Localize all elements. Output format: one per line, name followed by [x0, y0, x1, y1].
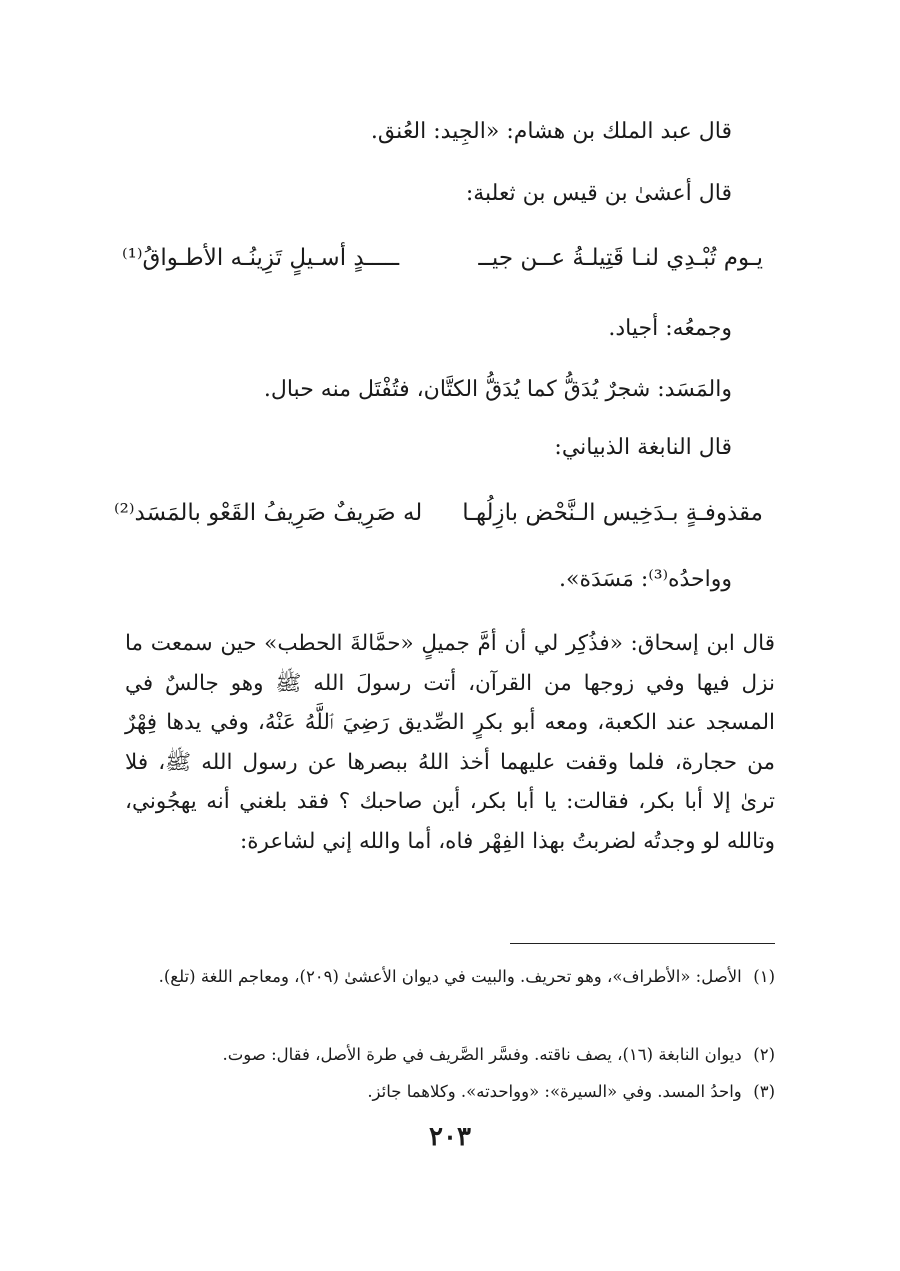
text-line-singular: وواحدُه⁽³⁾: مَسَدَة».: [558, 567, 732, 592]
verse-2-second-hemistich: له صَرِيفٌ صَرِيفُ القَعْو بالمَسَد⁽²⁾: [114, 500, 423, 526]
text-line-nabigha-intro: قال النابغة الذبياني:: [554, 435, 732, 460]
text-line-asha-intro: قال أعشىٰ بن قيس بن ثعلبة:: [465, 181, 732, 206]
footnote-2-text: ديوان النابغة (١٦)، يصف ناقته. وفسَّر الصَّريف في طرة الأصل، فقال: صوت.: [222, 1045, 742, 1064]
footnote-1-text: الأصل: «الأطراف»، وهو تحريف. والبيت في ديوان الأعشىٰ (٢٠٩)، ومعاجم اللغة (تلع).: [158, 967, 742, 986]
footnote-1: [120, 960, 775, 993]
footnote-3-number: (٣): [753, 1082, 775, 1101]
footnote-1-number: (١): [753, 967, 775, 986]
text-line-plural: وجمعُه: أجياد.: [608, 316, 732, 341]
page-number: ٢٠٣: [429, 1122, 471, 1152]
text-line-hisham: قال عبد الملك بن هشام: «الجِيد: العُنق.: [370, 119, 732, 144]
verse-1-second-hemistich: ـــــدٍ أسـيلٍ تَزِينُـه الأطـواقُ⁽¹⁾: [122, 245, 400, 271]
footnote-2: [223, 1038, 775, 1071]
verse-2-first-hemistich: مقذوفـةٍ بـدَخِيس الـنَّحْض بازِلُهـا: [462, 500, 763, 526]
footnote-separator: [510, 943, 775, 944]
footnote-2-number: (٢): [753, 1045, 775, 1064]
verse-1-first-hemistich: يـوم تُبْـدِي لنـا قَتِيلـةُ عــن جيــ: [478, 245, 763, 271]
footnote-3-text: واحدُ المسد. وفي «السيرة»: «وواحدته». وكلاهما جائز.: [367, 1082, 742, 1101]
text-line-masad: والمَسَد: شجرٌ يُدَقُّ كما يُدَقُّ الكتَّان، فتُفْتَل منه حبال.: [263, 377, 732, 402]
body-paragraph-ibn-ishaq: قال ابن إسحاق: «فذُكِر لي أن أمَّ جميلٍ «حمَّالةَ الحطب» حين سمعت ما نزل فيها وفي زوجها من القرآن، أتت رسولَ الله ﷺ وهو جالسٌ في المسجد عند الكعبة، ومعه أبو بكرٍ الصِّديق رَضِيَ ٱللَّهُ عَنْهُ، وفي يدها فِهْرٌ من حجارة، فلما وقفت عليهما أخذ اللهُ ببصرها عن رسول الله ﷺ، فلا ترىٰ إلا أبا بكر، فقالت: يا أبا بكر، أين صاحبك ؟ فقد بلغني أنه يهجُوني، وتالله لو وجدتُه لضربتُ بهذا الفِهْر فاه، أما والله إني لشاعرة:: [125, 631, 775, 854]
footnote-3: [367, 1075, 775, 1108]
